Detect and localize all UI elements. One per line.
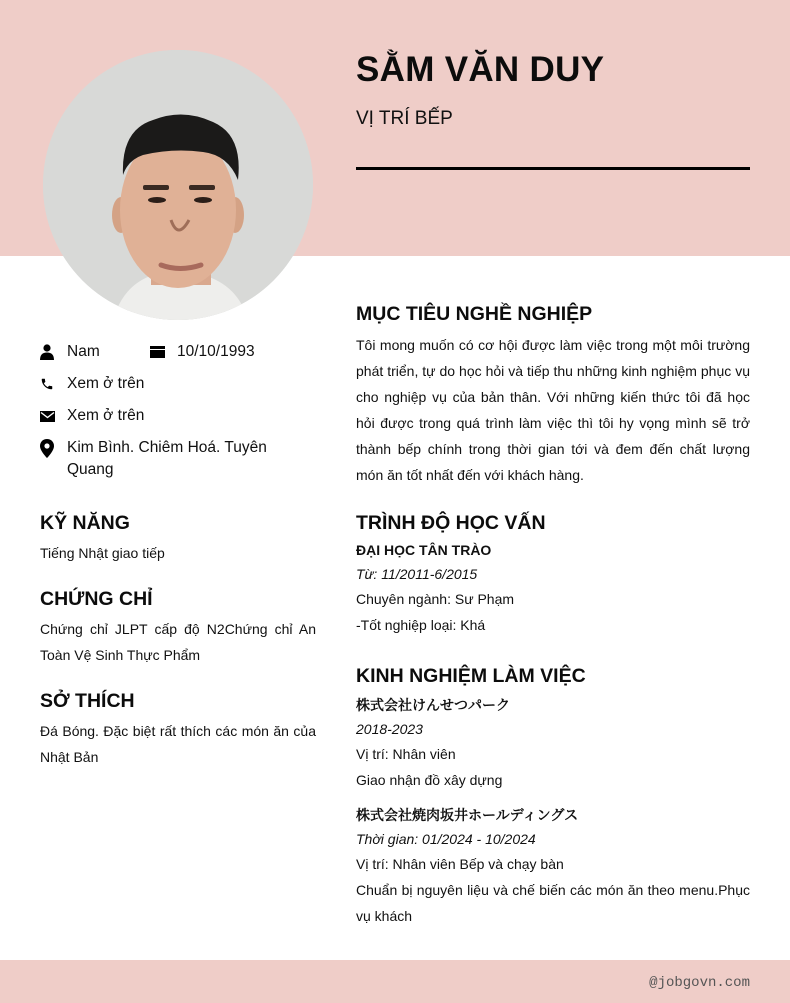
person-icon	[40, 341, 67, 363]
profile-photo	[43, 50, 313, 320]
personal-info	[40, 341, 316, 487]
education-section	[356, 510, 750, 638]
phone-icon	[40, 373, 67, 395]
experience-period: 2018-2023	[356, 721, 423, 737]
objective-section	[356, 301, 750, 488]
certificates-title: CHỨNG CHỈ	[40, 588, 153, 610]
calendar-icon	[150, 341, 177, 363]
skills-body: Tiếng Nhật giao tiếp	[40, 545, 165, 561]
education-period: Từ: 11/2011-6/2015	[356, 566, 478, 582]
skills-title: KỸ NĂNG	[40, 512, 130, 534]
education-title: TRÌNH ĐỘ HỌC VẤN	[356, 512, 546, 534]
gender-birthday-row	[40, 341, 316, 373]
experience-period: Thời gian: 01/2024 - 10/2024	[356, 831, 536, 847]
footer-watermark: @jobgovn.com	[649, 975, 750, 991]
portrait-image	[43, 50, 313, 320]
header-divider	[356, 167, 750, 170]
experience-line: Giao nhận đồ xây dựng	[356, 772, 503, 788]
location-pin-icon	[40, 437, 67, 459]
address-value: Kim Bình. Chiêm Hoá. Tuyên Quang	[67, 439, 267, 478]
email-value: Xem ở trên	[67, 407, 145, 424]
experience-section	[356, 663, 750, 929]
candidate-name: SẰM VĂN DUY	[356, 50, 605, 89]
certificates-body: Chứng chỉ JLPT cấp độ N2Chứng chỉ An Toàn Vệ Sinh Thực Phẩm	[40, 621, 316, 663]
address-row	[40, 437, 316, 487]
skills-section	[40, 510, 316, 566]
experience-title: KINH NGHIỆM LÀM VIỆC	[356, 665, 586, 687]
experience-line: Vị trí: Nhân viên Bếp và chạy bàn	[356, 856, 564, 872]
mail-icon	[40, 405, 67, 427]
phone-value: Xem ở trên	[67, 375, 145, 392]
hobbies-section	[40, 688, 316, 770]
birthday-value: 10/10/1993	[177, 343, 255, 360]
company-name: 株式会社焼肉坂井ホールディングス	[356, 807, 579, 823]
experience-item	[356, 803, 750, 929]
phone-row	[40, 373, 316, 405]
objective-body: Tôi mong muốn có cơ hội được làm việc trong một môi trường phát triển, tự do học hỏi và tiếp thu những kinh nghiệm phục vụ cho nghiệp vụ của bản thân. Với những kiến thức tôi đã học hỏi được trong quá trình làm việc thì tôi hy vọng mình sẽ trở thành bếp chính trong thời gian tới và đem đến chất lượng món ăn tốt nhất đến với khách hàng.	[356, 337, 750, 483]
experience-line: Vị trí: Nhân viên	[356, 746, 456, 762]
hobbies-body: Đá Bóng. Đặc biệt rất thích các món ăn của Nhật Bản	[40, 723, 316, 765]
education-line: -Tốt nghiệp loại: Khá	[356, 617, 486, 633]
education-line: Chuyên ngành: Sư Phạm	[356, 591, 515, 607]
birthday-field	[150, 341, 255, 363]
experience-line: Chuẩn bị nguyên liệu và chế biến các món ăn theo menu.Phục vụ khách	[356, 882, 750, 924]
experience-item	[356, 693, 750, 793]
job-position: VỊ TRÍ BẾP	[356, 108, 453, 129]
gender-value: Nam	[67, 343, 100, 360]
gender-field	[40, 341, 150, 363]
hobbies-title: SỞ THÍCH	[40, 690, 135, 712]
certificates-section	[40, 586, 316, 668]
company-name: 株式会社けんせつパーク	[356, 697, 510, 713]
email-row	[40, 405, 316, 437]
school-name: ĐẠI HỌC TÂN TRÀO	[356, 542, 492, 558]
objective-title: MỤC TIÊU NGHỀ NGHIỆP	[356, 303, 593, 325]
